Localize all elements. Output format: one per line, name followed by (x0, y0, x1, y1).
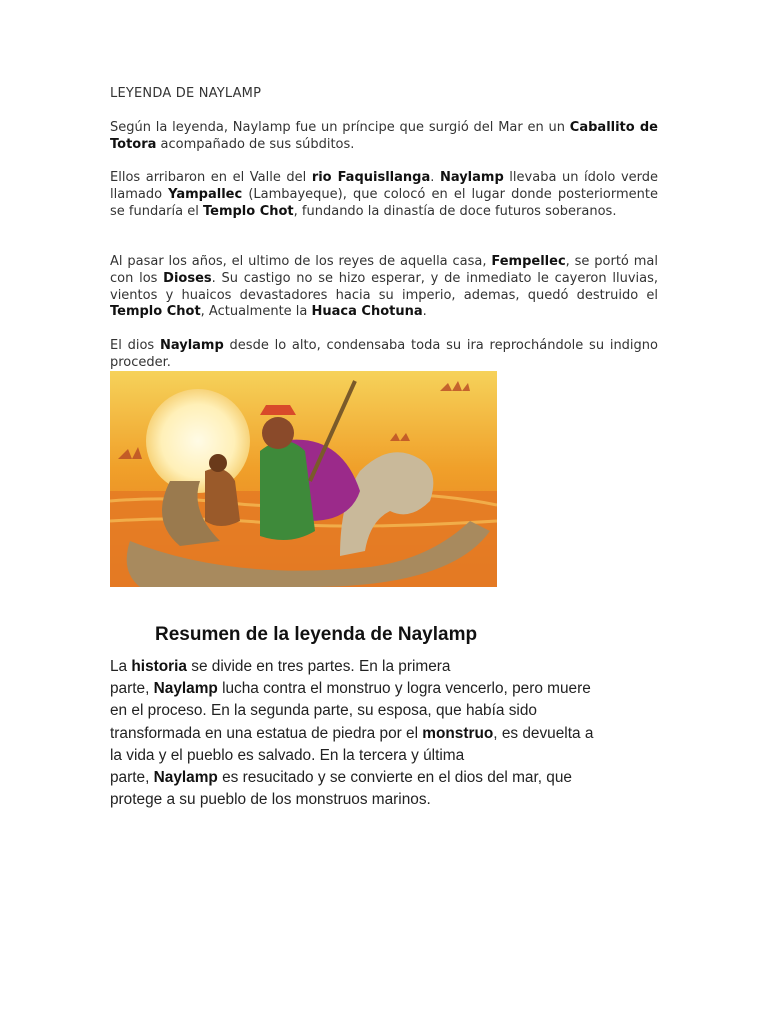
text-run: Ellos arribaron en el Valle del (110, 170, 312, 185)
paragraph-origin (110, 120, 658, 154)
text-run: . (430, 170, 440, 185)
summary-paragraph (110, 656, 658, 811)
naylamp-illustration (110, 371, 497, 587)
text-run: llevaba un ídolo verde llamado (110, 170, 659, 202)
summary-line (110, 678, 658, 700)
bold-term: Fempellec (491, 254, 566, 269)
summary-line (110, 656, 658, 678)
sun (146, 389, 250, 493)
text-run: , es devuelta a (493, 724, 594, 742)
summary-line: la vida y el pueblo es salvado. En la tercera y última (110, 746, 465, 764)
text-run: (Lambayeque), que colocó en el lugar donde posteriormente se fundaría el (110, 186, 658, 219)
summary-line: protege a su pueblo de los monstruos marinos. (110, 791, 431, 809)
summary-heading: Resumen de la leyenda de Naylamp (155, 624, 478, 645)
text-run: El dios (110, 338, 160, 353)
text-run: , Actualmente la (200, 304, 312, 320)
bold-term: Templo Chot (202, 203, 294, 219)
bold-term: Caballito de Totora (110, 120, 658, 152)
bold-term: rio Faquisllanga (311, 170, 431, 185)
bold-term: Naylamp (159, 338, 224, 353)
text-run: La (110, 658, 132, 675)
text-run: desde lo alto, condensaba toda su ira reprochándole su indigno proceder. (110, 338, 658, 370)
naylamp-head (262, 417, 294, 449)
bold-term: historia (131, 658, 187, 675)
document-title: LEYENDA DE NAYLAMP (110, 86, 262, 101)
paragraph-punishment (110, 254, 658, 321)
text-run: , se portó mal con los (110, 254, 658, 286)
rower-head (209, 454, 227, 472)
paragraph-god-anger (110, 338, 658, 372)
bold-term: Yampallec (168, 186, 243, 202)
text-run: acompañado de sus súbditos. (156, 136, 355, 152)
summary-line (110, 723, 658, 745)
text-run: parte, (110, 769, 154, 787)
bold-term: Dioses (163, 270, 212, 286)
summary-line (110, 767, 658, 789)
bold-term: Templo Chot (110, 304, 201, 320)
text-run: , fundando la dinastía de doce futuros soberanos. (293, 203, 617, 219)
text-run: . (422, 304, 427, 320)
bold-term: Naylamp (153, 769, 218, 787)
text-run: transformada en una estatua de piedra por el (110, 724, 423, 742)
text-run: lucha contra el monstruo y logra vencerlo, pero muere (217, 680, 591, 698)
bold-term: Naylamp (153, 680, 218, 698)
text-run: Según la leyenda, Naylamp fue un príncipe que surgió del Mar en un (110, 120, 570, 135)
headdress (260, 405, 296, 415)
summary-line: en el proceso. En la segunda parte, su esposa, que había sido (110, 702, 537, 720)
text-run: parte, (110, 680, 154, 698)
bold-term: Huaca Chotuna (311, 304, 423, 320)
text-run: Al pasar los años, el ultimo de los reyes de aquella casa, (110, 254, 492, 269)
bold-term: Naylamp (439, 170, 504, 185)
bold-term: monstruo (422, 724, 494, 742)
text-run: se divide en tres partes. En la primera (187, 658, 451, 675)
paragraph-arrival (110, 170, 658, 220)
text-run: es resucitado y se convierte en el dios del mar, que (217, 769, 572, 787)
text-run: . Su castigo no se hizo esperar, y de inmediato le cayeron lluvias, vientos y huaicos devastadores hacia su imperio, ademas, quedó destruido el (110, 270, 658, 303)
